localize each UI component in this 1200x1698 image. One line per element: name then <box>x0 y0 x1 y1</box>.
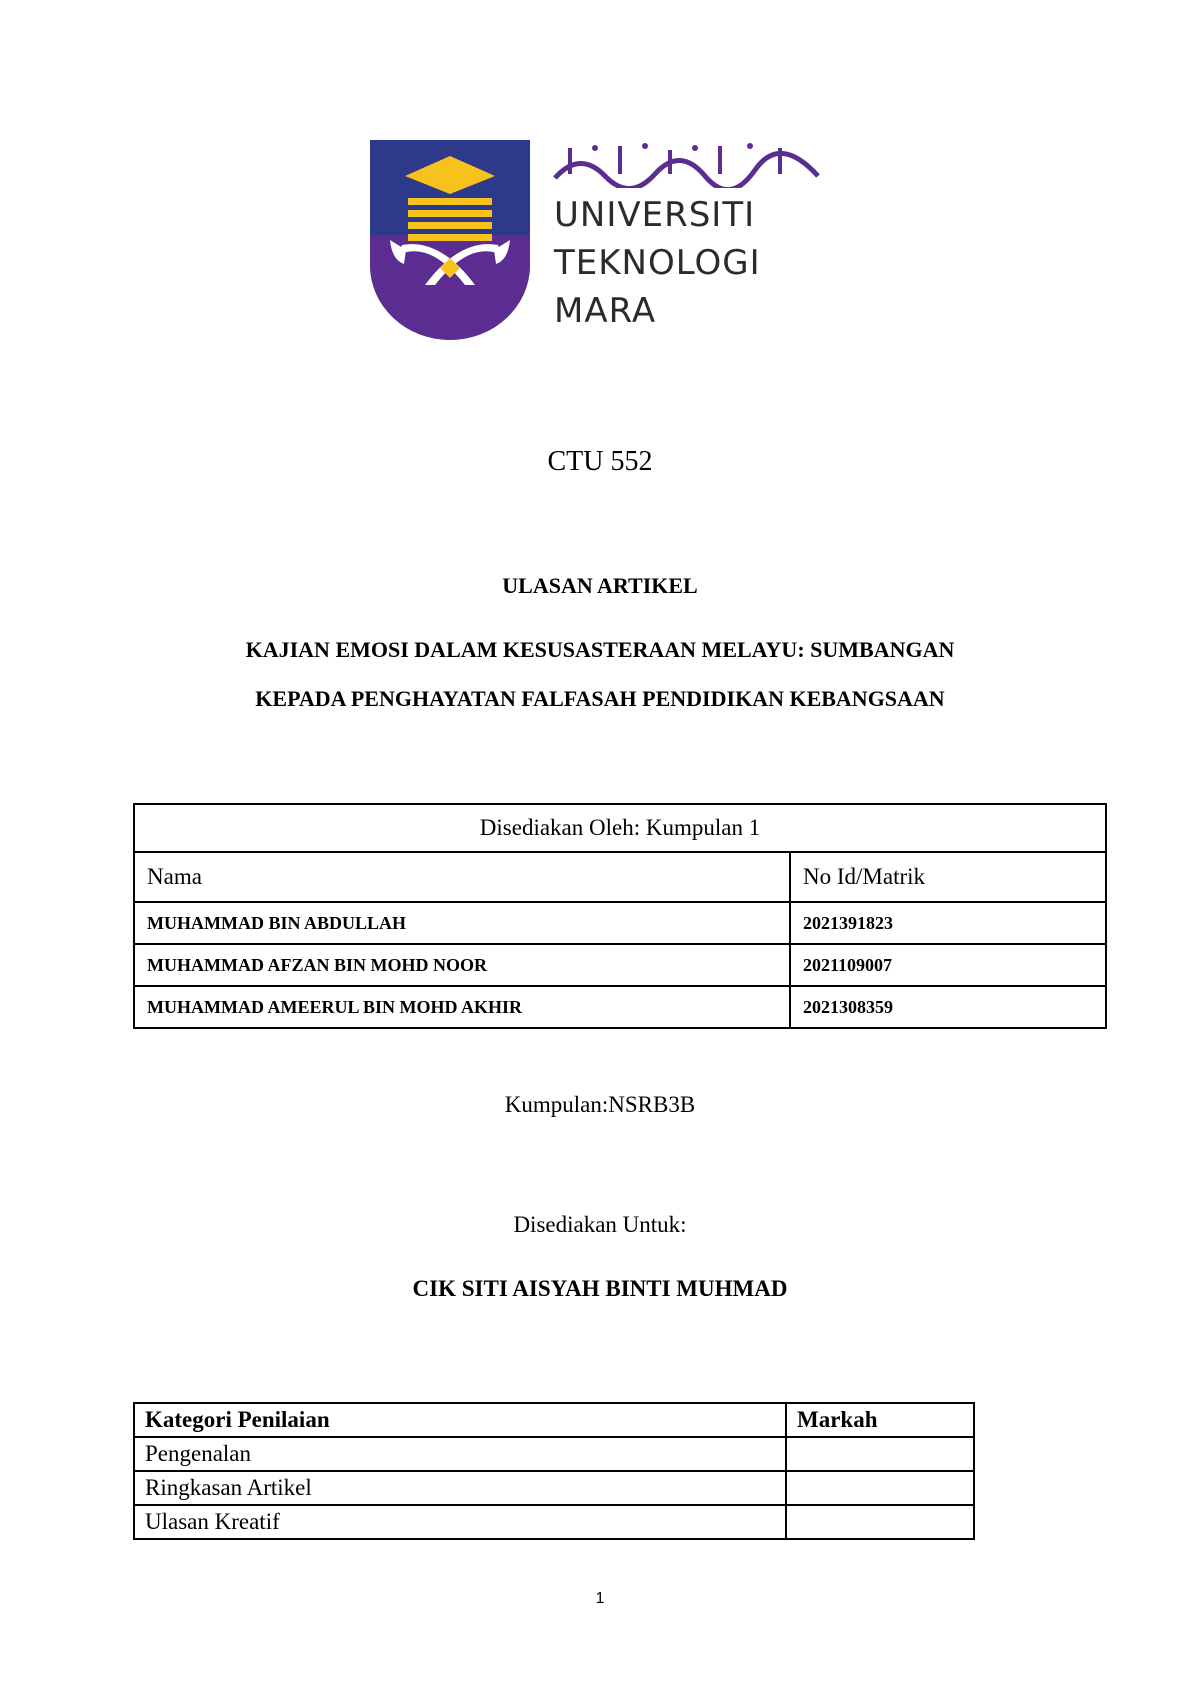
mark-cell <box>786 1437 974 1471</box>
article-title-line-1: KAJIAN EMOSI DALAM KESUSASTERAAN MELAYU: SUMBANGAN <box>245 637 955 662</box>
member-id: 2021308359 <box>790 986 1106 1028</box>
jawi-wordmark <box>550 140 825 188</box>
jawi-script-icon <box>550 140 825 188</box>
table-row <box>134 944 1106 986</box>
table-row <box>134 1505 974 1539</box>
table-row <box>134 1471 974 1505</box>
lecturer-name: CIK SITI AISYAH BINTI MUHMAD <box>412 1276 788 1301</box>
table-row <box>134 986 1106 1028</box>
group-caption: Disediakan Oleh: Kumpulan 1 <box>134 804 1106 852</box>
table-row <box>134 902 1106 944</box>
category-cell: Pengenalan <box>134 1437 786 1471</box>
marks-table <box>133 1402 975 1540</box>
uitm-crest-icon <box>370 140 530 340</box>
column-header-mark: Markah <box>786 1403 974 1437</box>
member-name: MUHAMMAD AFZAN BIN MOHD NOOR <box>134 944 790 986</box>
group-code: Kumpulan:NSRB3B <box>504 1092 696 1117</box>
member-id: 2021391823 <box>790 902 1106 944</box>
group-members-table <box>133 803 1107 1029</box>
page-number: 1 <box>595 1590 605 1607</box>
column-header-id: No Id/Matrik <box>790 852 1106 902</box>
mark-cell <box>786 1471 974 1505</box>
uitm-logo <box>370 140 840 340</box>
logo-line-universiti: UNIVERSITI <box>554 195 756 235</box>
category-cell: Ringkasan Artikel <box>134 1471 786 1505</box>
prepared-for-label: Disediakan Untuk: <box>513 1212 687 1237</box>
column-header-name: Nama <box>134 852 790 902</box>
member-id: 2021109007 <box>790 944 1106 986</box>
table-row <box>134 1437 974 1471</box>
logo-line-mara: MARA <box>554 291 657 331</box>
logo-line-teknologi: TEKNOLOGI <box>554 243 761 283</box>
article-title-line-2: KEPADA PENGHAYATAN FALFASAH PENDIDIKAN KEBANGSAAN <box>255 686 945 711</box>
course-code: CTU 552 <box>547 446 653 477</box>
column-header-category: Kategori Penilaian <box>134 1403 786 1437</box>
member-name: MUHAMMAD AMEERUL BIN MOHD AKHIR <box>134 986 790 1028</box>
mark-cell <box>786 1505 974 1539</box>
document-type: ULASAN ARTIKEL <box>502 573 698 598</box>
category-cell: Ulasan Kreatif <box>134 1505 786 1539</box>
member-name: MUHAMMAD BIN ABDULLAH <box>134 902 790 944</box>
